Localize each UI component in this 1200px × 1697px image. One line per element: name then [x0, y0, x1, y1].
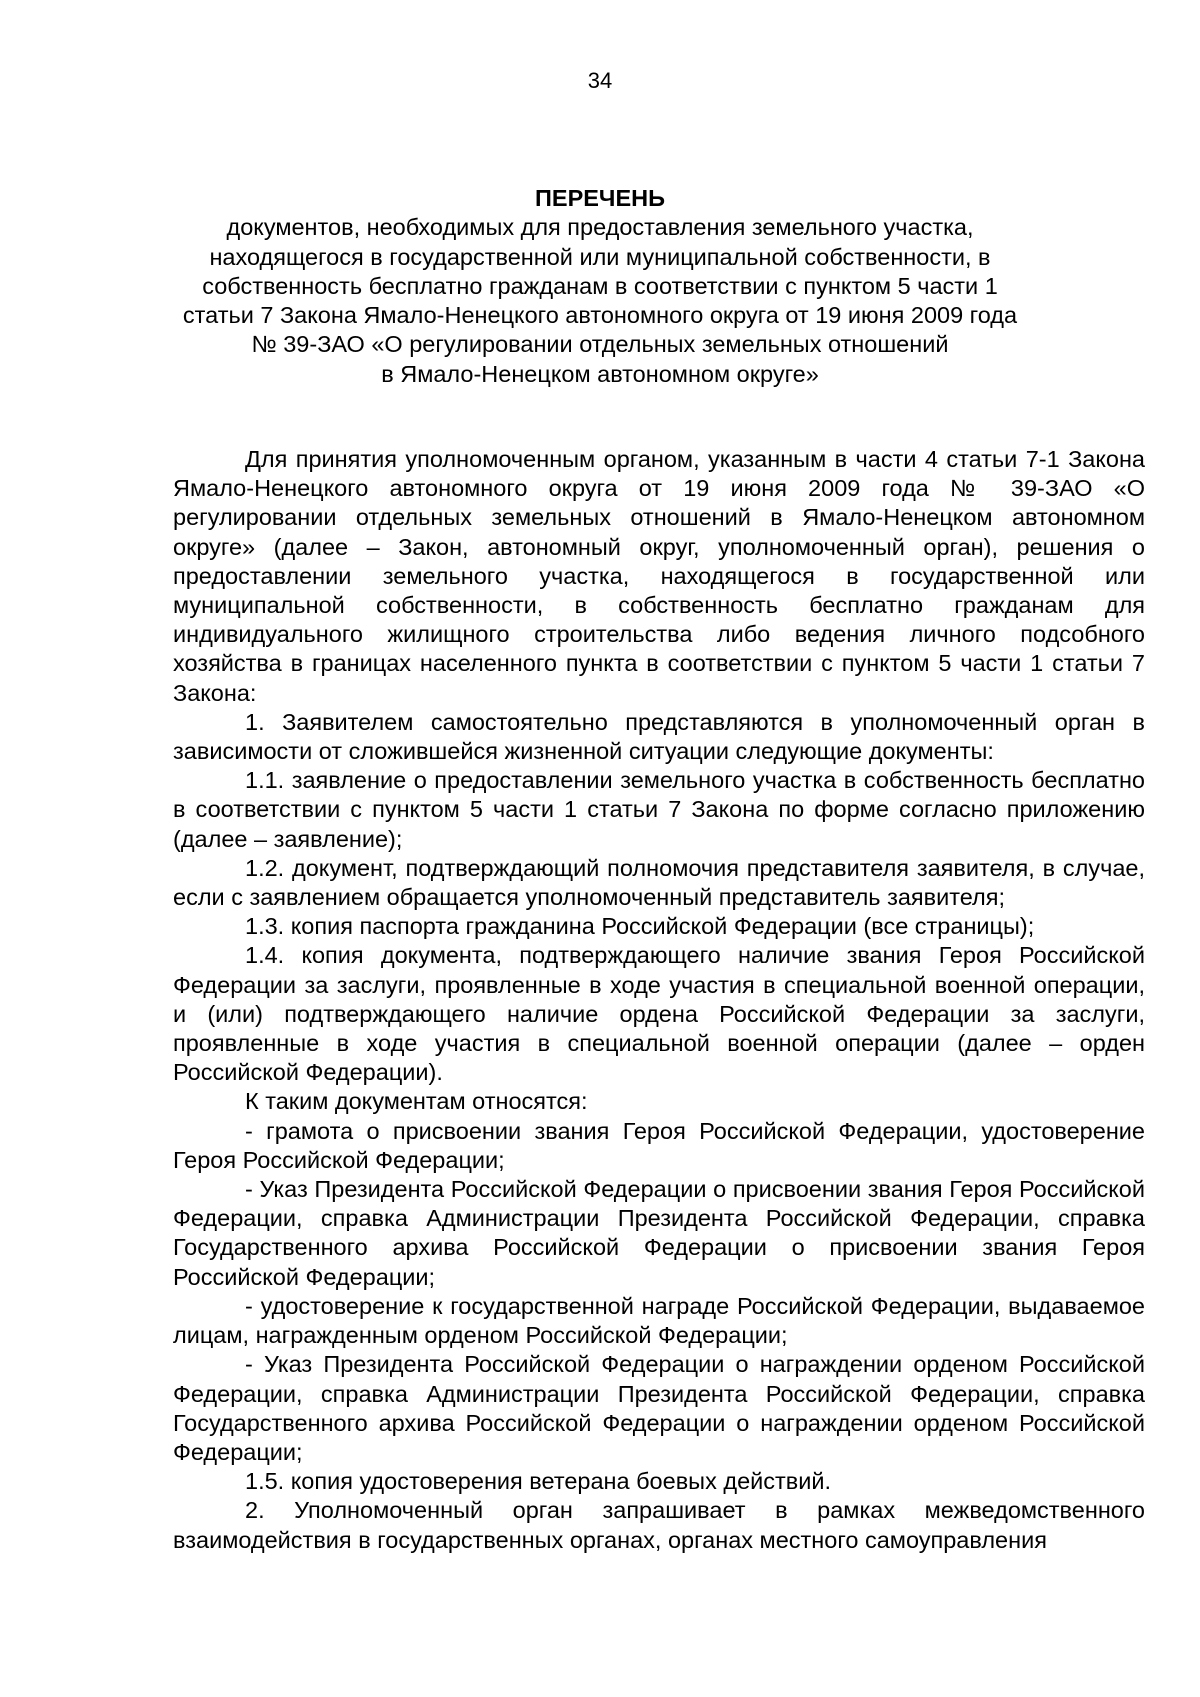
paragraph-item-1-4: 1.4. копия документа, подтверждающего наличие звания Героя Российской Федерации за заслуги, проявленные в ходе участия в специальной военной операции, и (или) подтверждающего наличие ордена Российской Федерации за заслуги, проявленные в ходе участия в специальной военной операции (далее – орден Российской Федерации). [173, 942, 1145, 1086]
paragraph-bullet-2: - Указ Президента Российской Федерации о присвоении звания Героя Российской Федерации, справка Администрации Президента Российской Федерации, справка Государственного архива Российской Федерации о присвоении звания Героя Российской Федерации; [173, 1176, 1145, 1290]
title-heading: ПЕРЕЧЕНЬ [535, 185, 665, 211]
paragraph-item-2: 2. Уполномоченный орган запрашивает в рамках межведомственного взаимодействия в государственных органах, органах местного самоуправления [173, 1497, 1145, 1553]
paragraph-item-1: 1. Заявителем самостоятельно представляются в уполномоченный орган в зависимости от сложившейся жизненной ситуации следующие документы: [173, 708, 1145, 765]
paragraph-item-1-1: 1.1. заявление о предоставлении земельного участка в собственность бесплатно в соответствии с пунктом 5 части 1 статьи 7 Закона по форме согласно приложению (далее – заявление); [173, 767, 1145, 852]
paragraph-documents-intro: К таким документам относятся: [245, 1088, 588, 1115]
paragraph-bullet-1: - грамота о присвоении звания Героя Российской Федерации, удостоверение Героя Российской Федерации; [173, 1117, 1145, 1173]
document-title [150, 184, 1050, 389]
paragraph-item-1-2: 1.2. документ, подтверждающий полномочия представителя заявителя, в случае, если с заявлением обращается уполномоченный представитель заявителя; [173, 854, 1145, 911]
paragraph-item-1-3: 1.3. копия паспорта гражданина Российской Федерации (все страницы); [245, 913, 1035, 940]
title-subtitle: документов, необходимых для предоставления земельного участка, находящегося в государственной или муниципальной собственности, в собственность бесплатно гражданам в соответствии с пунктом 5 части 1 статьи 7 Закона Ямало-Ненецкого автономного округа от 19 июня 2009 года № 39-ЗАО «О регулировании отдельных земельных отношений в Ямало-Ненецком автономном округе» [182, 214, 1018, 387]
paragraph-item-1-5: 1.5. копия удостоверения ветерана боевых действий. [245, 1468, 832, 1495]
document-body [173, 445, 1145, 1555]
paragraph-bullet-4: - Указ Президента Российской Федерации о награждении орденом Российской Федерации, справка Администрации Президента Российской Федерации, справка Государственного архива Российской Федерации о награждении орденом Российской Федерации; [173, 1351, 1145, 1465]
paragraph-intro: Для принятия уполномоченным органом, указанным в части 4 статьи 7-1 Закона Ямало-Ненецкого автономного округа от 19 июня 2009 года № 39-ЗАО «О регулировании отдельных земельных отношений в Ямало-Ненецком автономном округе» (далее – Закон, автономный округ, уполномоченный орган), решения о предоставлении земельного участка, находящегося в государственной или муниципальной собственности, в собственность бесплатно гражданам для индивидуального жилищного строительства либо ведения личного подсобного хозяйства в границах населенного пункта в соответствии с пунктом 5 части 1 статьи 7 Закона: [173, 446, 1145, 706]
page-number: 34 [587, 68, 613, 93]
paragraph-bullet-3: - удостоверение к государственной награде Российской Федерации, выдаваемое лицам, награжденным орденом Российской Федерации; [173, 1292, 1145, 1349]
